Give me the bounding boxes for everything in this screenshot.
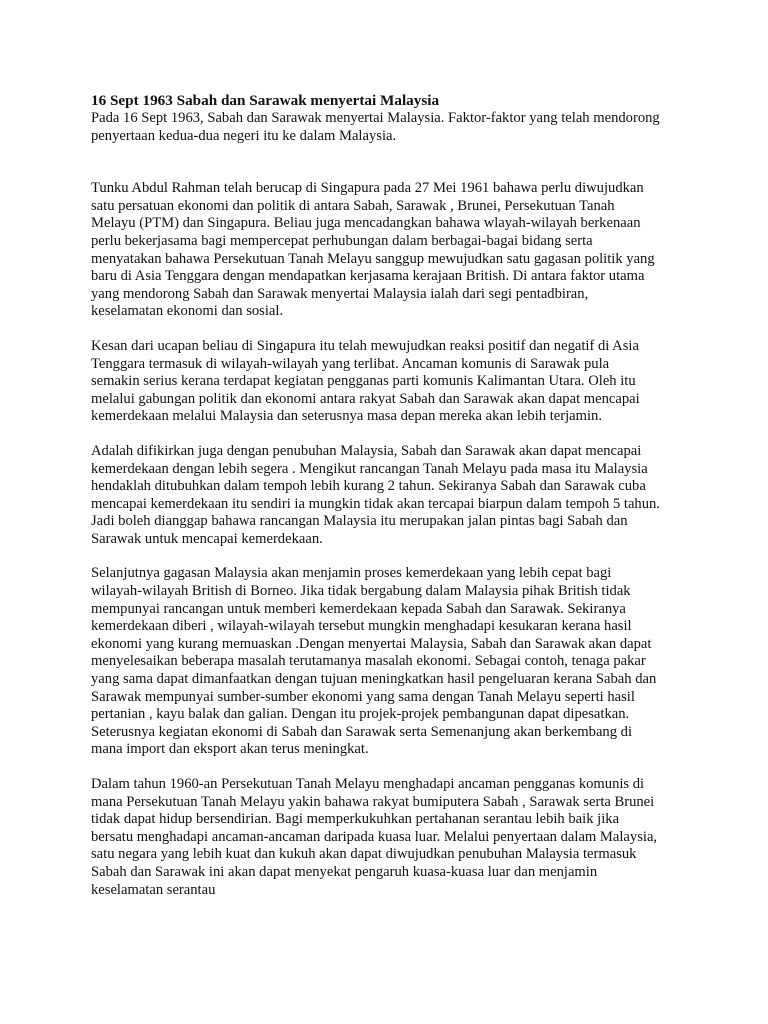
paragraph-5: Dalam tahun 1960-an Persekutuan Tanah Melayu menghadapi ancaman pengganas komunis di mana Persekutuan Tanah Melayu yakin bahawa rakyat bumiputera Sabah , Sarawak serta Brunei tidak dapat hidup bersendirian. Bagi memperkukuhkan pertahanan serantau lebih baik jika bersatu menghadapi ancaman-ancaman daripada kuasa luar. Melalui penyertaan dalam Malaysia, satu negara yang lebih kuat dan kukuh akan dapat diwujudkan penubuhan Malaysia termasuk Sabah dan Sarawak ini akan dapat menyekat pengaruh kuasa-kuasa luar dan menjamin keselamatan serantau <box>91 776 658 898</box>
document-title: 16 Sept 1963 Sabah dan Sarawak menyertai Malaysia <box>91 92 440 109</box>
paragraph-1: Tunku Abdul Rahman telah berucap di Singapura pada 27 Mei 1961 bahawa perlu diwujudkan satu persatuan ekonomi dan politik di antara Sabah, Sarawak , Brunei, Persekutuan Tanah Melayu (PTM) dan Singapura. Beliau juga mencadangkan bahawa wlayah-wilayah berkenaan perlu bekerjasama bagi mempercepat perhubungan dalam berbagai-bagai bidang serta menyatakan bahawa Persekutuan Tanah Melayu sanggup mewujudkan satu gagasan politik yang baru di Asia Tenggara dengan mendapatkan kerjasama kerajaan British. Di antara faktor utama yang mendorong Sabah dan Sarawak menyertai Malaysia ialah dari segi pentadbiran, keselamatan ekonomi dan sosial. <box>91 180 655 320</box>
paragraph-3: Adalah difikirkan juga dengan penubuhan Malaysia, Sabah dan Sarawak akan dapat mencapai kemerdekaan dengan lebih segera . Mengikut rancangan Tanah Melayu pada masa itu Malaysia hendaklah ditubuhkan dalam tempoh lebih kurang 2 tahun. Sekiranya Sabah dan Sarawak cuba mencapai kemerdekaan itu sendiri ia mungkin tidak akan tercapai biarpun dalam tempoh 5 tahun. Jadi boleh dianggap bahawa rancangan Malaysia itu merupakan jalan pintas bagi Sabah dan Sarawak untuk mencapai kemerdekaan. <box>91 442 660 547</box>
document-page <box>91 92 689 916</box>
intro-paragraph: Pada 16 Sept 1963, Sabah dan Sarawak menyertai Malaysia. Faktor-faktor yang telah mendorong penyertaan kedua-dua negeri itu ke dalam Malaysia. <box>91 110 660 144</box>
paragraph-2: Kesan dari ucapan beliau di Singapura itu telah mewujudkan reaksi positif dan negatif di Asia Tenggara termasuk di wilayah-wilayah yang terlibat. Ancaman komunis di Sarawak pula semakin serius kerana terdapat kegiatan pengganas parti komunis Kalimantan Utara. Oleh itu melalui gabungan politik dan ekonomi antara rakyat Sabah dan Sarawak akan dapat mencapai kemerdekaan melalui Malaysia dan seterusnya masa depan mereka akan lebih terjamin. <box>91 337 640 425</box>
paragraph-4: Selanjutnya gagasan Malaysia akan menjamin proses kemerdekaan yang lebih cepat bagi wilayah-wilayah British di Borneo. Jika tidak bergabung dalam Malaysia pihak British tidak mempunyai rancangan untuk memberi kemerdekaan kepada Sabah dan Sarawak. Sekiranya kemerdekaan diberi , wilayah-wilayah tersebut mungkin menghadapi kesukaran kerana hasil ekonomi yang kurang memuaskan .Dengan menyertai Malaysia, Sabah dan Sarawak akan dapat menyelesaikan beberapa masalah terutamanya masalah ekonomi. Sebagai contoh, tenaga pakar yang sama dapat dimanfaatkan dengan tujuan meningkatkan hasil pengeluaran kerana Sabah dan Sarawak mempunyai sumber-sumber ekonomi yang sama dengan Tanah Melayu seperti hasil pertanian , kayu balak dan galian. Dengan itu projek-projek pembangunan dapat dipesatkan. Seterusnya kegiatan ekonomi di Sabah dan Sarawak serta Semenanjung akan berkembang di mana import dan eksport akan terus meningkat. <box>91 565 657 758</box>
